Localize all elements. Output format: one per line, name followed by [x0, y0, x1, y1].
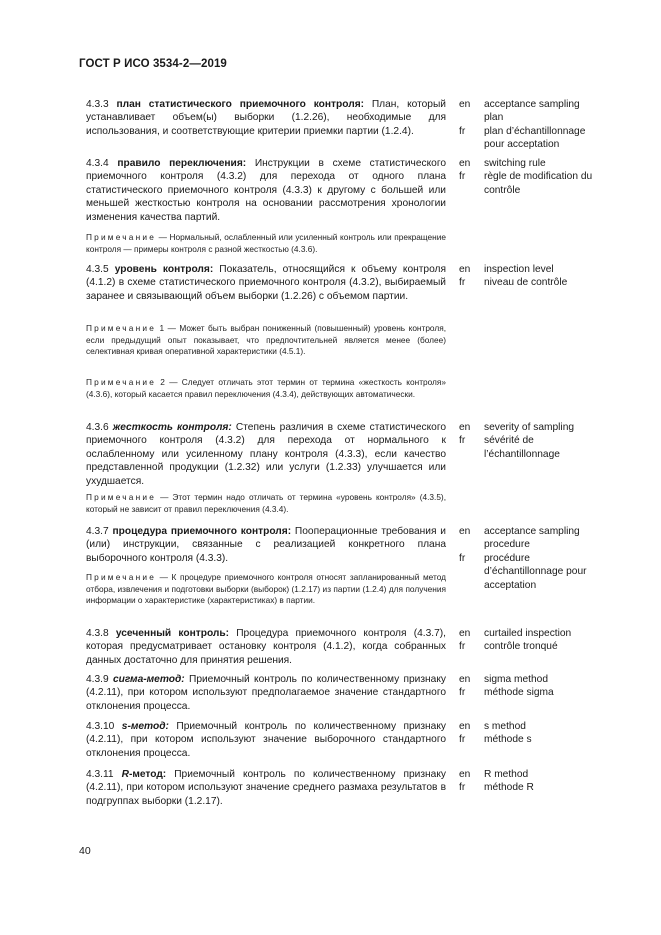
term-definition: 4.3.6 жесткость контроля: Степень различия в схеме статистического приемочного контроля (4.3.2) для перехода от нормального к ослабленному или усиленному плану контроля (4.3.3), если качество представленной продукции (1.2.32) или услуги (1.2.33) улучшается или ухудшается.	[86, 422, 446, 487]
translations: en sigma method fr méthode sigma	[459, 674, 554, 699]
term-note-1: Примечание 1 — Может быть выбран пониженный (повышенный) уровень контроля, если предыдущий опыт показывает, что предпочтительней является менее (более) селективная кривая оперативной характеристики (4.5.1).	[86, 323, 446, 357]
translations: en curtailed inspection fr contrôle tronqué	[459, 628, 572, 653]
term-note: Примечание — Этот термин надо отличать от термина «уровень контроля» (4.3.5), который не зависит от правил переключения (4.3.4).	[86, 492, 446, 514]
term-definition: 4.3.10 s-метод: Приемочный контроль по количественному признаку (4.2.11), при котором используют значение выборочного стандартного отклонения процесса.	[86, 721, 446, 759]
term-definition: 4.3.3 план статистического приемочного контроля: План, который устанавливает объем(ы) выборки (1.2.26), необходимые для использования, и соответствующие критерии приемки партии (1.2.4).	[86, 99, 446, 137]
term-note: Примечание — Нормальный, ослабленный или усиленный контроль или прекращение контроля — примеры контроля с разной жесткостью (4.3.6).	[86, 232, 446, 254]
translations: en inspection level fr niveau de contrôle	[459, 264, 568, 289]
translations: en acceptance sampling plan fr plan d’échantillonnage pour acceptation	[459, 99, 586, 151]
translations: en R method fr méthode R	[459, 769, 534, 794]
term-definition: 4.3.9 сигма-метод: Приемочный контроль по количественному признаку (4.2.11), при котором используют предполагаемое значение стандартного отклонения процесса.	[86, 674, 446, 712]
term-definition: 4.3.4 правило переключения: Инструкции в схеме статистического приемочного контроля (4.3.2) для перехода от одного плана статистического приемочного контроля (4.3.3) к другому с большей или меньшей жесткостью контроля на основании рассмотрения хронологии изменения качества партий.	[86, 158, 446, 223]
translations: en switching rule fr règle de modification du contrôle	[459, 158, 593, 196]
term-definition: 4.3.8 усеченный контроль: Процедура приемочного контроля (4.3.7), которая предусматривает остановку контроля (4.1.2), когда собранных данных достаточно для принятия решения.	[86, 628, 446, 666]
term-definition: 4.3.5 уровень контроля: Показатель, относящийся к объему контроля (4.1.2) в схеме статистического приемочного контроля (4.3.2), выбираемый заранее и связывающий объем выборки (1.2.26) с объемом партии.	[86, 264, 446, 302]
term-note-2: Примечание 2 — Следует отличать этот термин от термина «жесткость контроля» (4.3.6), который касается правил переключения (4.3.4), действующих автоматически.	[86, 377, 446, 399]
term-definition: 4.3.11 R-метод: Приемочный контроль по количественному признаку (4.2.11), при котором используют значение среднего размаха результатов в подгруппах выборки (1.2.17).	[86, 769, 446, 807]
translations: en s method fr méthode s	[459, 721, 532, 746]
term-definition: 4.3.7 процедура приемочного контроля: Пооперационные требования и (или) инструкции, связанные с реализацией конкретного плана выборочного контроля (4.3.3).	[86, 526, 446, 564]
page-number: 40	[79, 845, 91, 857]
translations: en severity of sampling fr sévérité de l’échantillonnage	[459, 422, 575, 460]
translations: en acceptance sampling procedure fr procédure d’échantillonnage pour acceptation	[459, 526, 587, 591]
document-header: ГОСТ Р ИСО 3534-2—2019	[79, 58, 227, 70]
term-note: Примечание — К процедуре приемочного контроля относят запланированный метод отбора, извлечения и подготовки выборки (выборок) (1.2.17) из партии (1.2.4) для получения информации о характеристике (характеристиках) в партии.	[86, 572, 446, 606]
